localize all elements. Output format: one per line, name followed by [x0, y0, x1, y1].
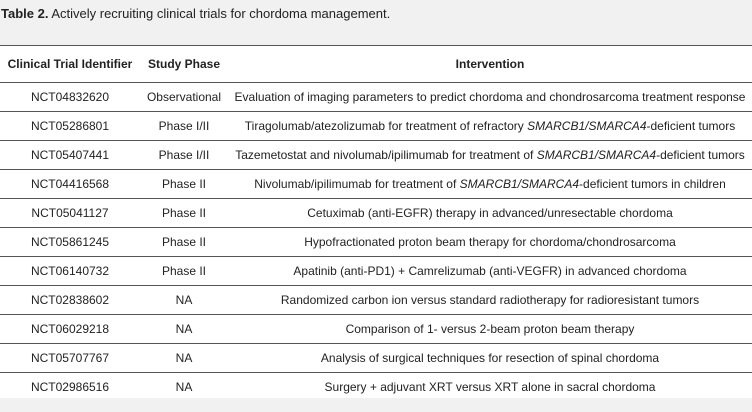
study-phase-cell: NA [140, 344, 228, 373]
table-row [0, 83, 752, 112]
trial-identifier-cell: NCT02986516 [0, 373, 140, 402]
intervention-suffix-text: -deficient tumors [646, 119, 736, 133]
intervention-cell [228, 286, 752, 315]
intervention-cell [228, 199, 752, 228]
intervention-cell [228, 315, 752, 344]
intervention-gene-text: SMARCB1/SMARCA4 [459, 177, 580, 191]
intervention-suffix-text: -deficient tumors in children [579, 177, 726, 191]
study-phase-cell: Observational [140, 83, 228, 112]
intervention-text: Tazemetostat and nivolumab/ipilimumab for treatment of [235, 148, 537, 162]
trial-identifier-cell: NCT06029218 [0, 315, 140, 344]
study-phase-cell: NA [140, 315, 228, 344]
intervention-text: Nivolumab/ipilimumab for treatment of [254, 177, 460, 191]
header-trial-identifier: Clinical Trial Identifier [0, 46, 140, 83]
table-row [0, 228, 752, 257]
table-container [0, 45, 752, 402]
trial-identifier-cell: NCT05041127 [0, 199, 140, 228]
intervention-text: Cetuximab (anti-EGFR) therapy in advanced/unresectable chordoma [307, 206, 673, 220]
table-row [0, 257, 752, 286]
study-phase-cell: Phase II [140, 257, 228, 286]
intervention-cell [228, 170, 752, 199]
intervention-cell [228, 141, 752, 170]
table-row [0, 315, 752, 344]
page-bottom-margin [0, 398, 752, 412]
intervention-text: Evaluation of imaging parameters to predict chordoma and chondrosarcoma treatment response [234, 90, 746, 104]
trial-identifier-cell: NCT05861245 [0, 228, 140, 257]
study-phase-cell: Phase I/II [140, 141, 228, 170]
intervention-suffix-text: -deficient tumors [656, 148, 745, 162]
trial-identifier-cell: NCT05707767 [0, 344, 140, 373]
table-header-row [0, 46, 752, 83]
intervention-text: Surgery + adjuvant XRT versus XRT alone in sacral chordoma [324, 380, 656, 394]
trial-identifier-cell: NCT04832620 [0, 83, 140, 112]
study-phase-cell: Phase II [140, 170, 228, 199]
trial-identifier-cell: NCT05407441 [0, 141, 140, 170]
intervention-text: Randomized carbon ion versus standard radiotherapy for radioresistant tumors [280, 293, 700, 307]
study-phase-cell: NA [140, 286, 228, 315]
study-phase-cell: Phase II [140, 199, 228, 228]
study-phase-cell: Phase II [140, 228, 228, 257]
intervention-cell [228, 112, 752, 141]
intervention-cell [228, 257, 752, 286]
table-row [0, 344, 752, 373]
trial-identifier-cell: NCT06140732 [0, 257, 140, 286]
table-row [0, 112, 752, 141]
intervention-cell [228, 344, 752, 373]
intervention-gene-text: SMARCB1/SMARCA4 [527, 119, 647, 133]
header-intervention: Intervention [228, 46, 752, 83]
table-caption-label: Table 2. [1, 6, 49, 21]
header-study-phase: Study Phase [140, 46, 228, 83]
table-row [0, 199, 752, 228]
intervention-cell [228, 228, 752, 257]
table-row [0, 286, 752, 315]
intervention-gene-text: SMARCB1/SMARCA4 [536, 148, 657, 162]
study-phase-cell: NA [140, 373, 228, 402]
intervention-text: Comparison of 1- versus 2-beam proton beam therapy [345, 322, 635, 336]
intervention-cell [228, 83, 752, 112]
trial-identifier-cell: NCT05286801 [0, 112, 140, 141]
table-row [0, 170, 752, 199]
table-row [0, 141, 752, 170]
study-phase-cell: Phase I/II [140, 112, 228, 141]
table-caption [1, 6, 390, 22]
trial-identifier-cell: NCT04416568 [0, 170, 140, 199]
trial-identifier-cell: NCT02838602 [0, 286, 140, 315]
intervention-text: Hypofractionated proton beam therapy for chordoma/chondrosarcoma [304, 235, 676, 249]
intervention-text: Apatinib (anti-PD1) + Camrelizumab (anti-VEGFR) in advanced chordoma [293, 264, 687, 278]
trials-table [0, 46, 752, 402]
intervention-text: Analysis of surgical techniques for resection of spinal chordoma [320, 351, 660, 365]
table-caption-text: Actively recruiting clinical trials for chordoma management. [48, 6, 391, 21]
intervention-text: Tiragolumab/atezolizumab for treatment of refractory [244, 119, 528, 133]
